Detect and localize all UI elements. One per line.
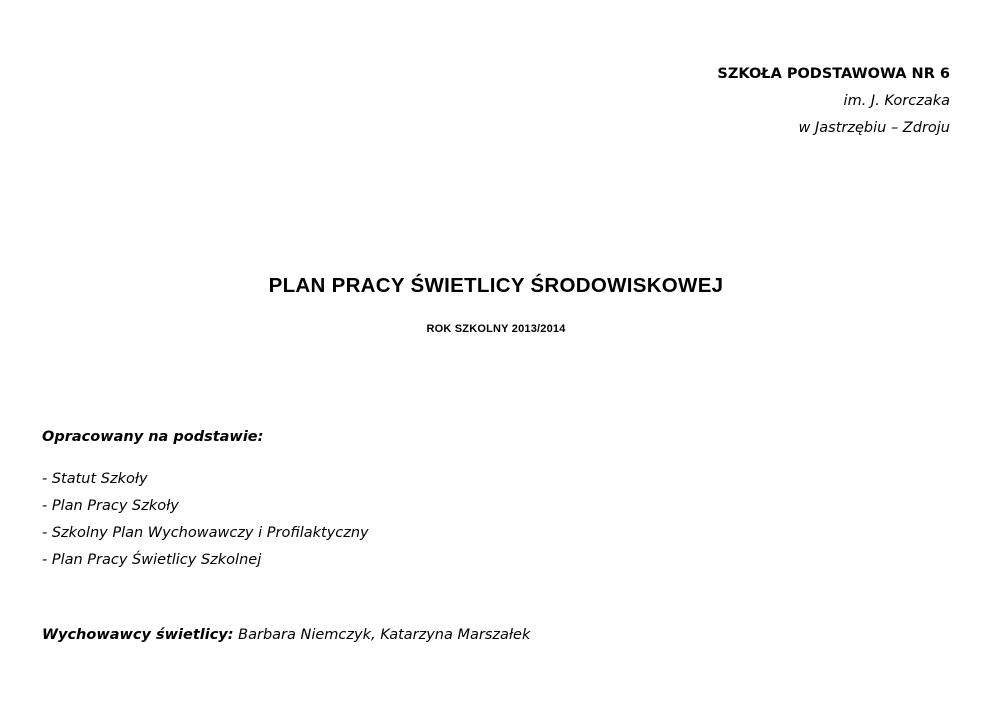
educators-names: Barbara Niemczyk, Katarzyna Marszałek <box>233 627 531 643</box>
educators-line <box>42 627 530 643</box>
educators-label: Wychowawcy świetlicy: <box>42 627 234 643</box>
school-header <box>717 61 950 142</box>
basis-heading: Opracowany na podstawie: <box>42 429 264 445</box>
school-name: SZKOŁA PODSTAWOWA NR 6 <box>717 66 950 82</box>
document-title: PLAN PRACY ŚWIETLICY ŚRODOWISKOWEJ <box>268 274 724 297</box>
list-item: - Szkolny Plan Wychowawczy i Profilaktyczny <box>42 525 369 541</box>
school-location: w Jastrzębiu – Zdroju <box>798 120 950 136</box>
school-year: ROK SZKOLNY 2013/2014 <box>426 323 566 335</box>
list-item: - Plan Pracy Szkoły <box>42 498 179 514</box>
school-patron: im. J. Korczaka <box>843 93 950 109</box>
list-item: - Statut Szkoły <box>42 471 148 487</box>
basis-list <box>42 466 369 574</box>
list-item: - Plan Pracy Świetlicy Szkolnej <box>42 552 262 568</box>
